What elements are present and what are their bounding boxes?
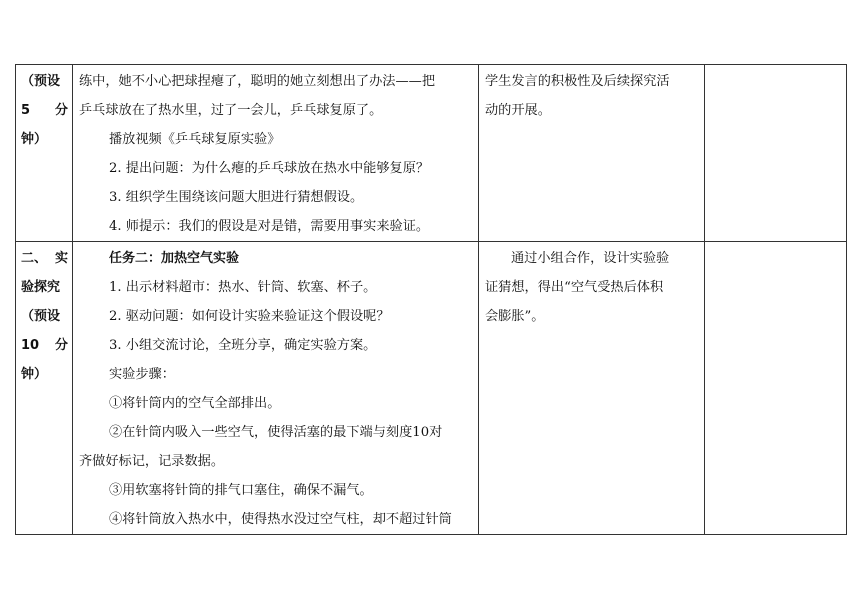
table-row xyxy=(16,242,847,535)
stage-unit: 分 xyxy=(54,103,68,118)
stage-label: 实 xyxy=(54,251,68,266)
content-line: 2. 提出问题：为什么瘪的乒乓球放在热水中能够复原？ xyxy=(109,161,430,176)
stage-cell xyxy=(16,242,73,535)
note-cell xyxy=(705,65,847,242)
stage-label: 验探究 xyxy=(21,280,61,295)
intent-cell xyxy=(479,242,705,535)
content-line: 4. 师提示：我们的假设是对是错，需要用事实来验证。 xyxy=(109,219,430,234)
stage-minutes: 5 xyxy=(21,103,31,118)
content-line: ①将针筒内的空气全部排出。 xyxy=(109,396,281,411)
intent-line: 动的开展。 xyxy=(485,103,551,118)
intent-cell xyxy=(479,65,705,242)
stage-label: 钟） xyxy=(21,367,48,382)
activity-cell xyxy=(73,65,479,242)
task-title: 任务二：加热空气实验 xyxy=(109,251,240,266)
lesson-plan-table xyxy=(15,64,847,535)
intent-line: 通过小组合作，设计实验验 xyxy=(511,251,670,266)
content-line: 2. 驱动问题：如何设计实验来验证这个假设呢？ xyxy=(109,309,390,324)
stage-minutes: 10 xyxy=(21,338,40,353)
intent-line: 会膨胀”。 xyxy=(485,309,545,324)
content-line: 1. 出示材料超市：热水、针筒、软塞、杯子。 xyxy=(109,280,377,295)
stage-label: 二、 xyxy=(21,251,48,266)
content-line: 乒乓球放在了热水里，过了一会儿，乒乓球复原了。 xyxy=(79,103,383,118)
intent-line: 证猜想，得出“空气受热后体积 xyxy=(485,280,664,295)
content-line: ②在针筒内吸入一些空气，使得活塞的最下端与刻度10对 xyxy=(109,425,443,440)
content-line: 练中，她不小心把球捏瘪了，聪明的她立刻想出了办法——把 xyxy=(79,74,436,89)
table-row xyxy=(16,65,847,242)
content-line: 齐做好标记，记录数据。 xyxy=(79,454,225,469)
stage-label: （预设 xyxy=(21,309,61,324)
stage-label: （预设 xyxy=(21,74,61,89)
content-line: 3. 组织学生围绕该问题大胆进行猜想假设。 xyxy=(109,190,364,205)
stage-cell xyxy=(16,65,73,242)
stage-unit: 分 xyxy=(54,338,68,353)
intent-line: 学生发言的积极性及后续探究活 xyxy=(485,74,670,89)
content-line: ③用软塞将针筒的排气口塞住，确保不漏气。 xyxy=(109,483,373,498)
content-line: ④将针筒放入热水中，使得热水没过空气柱，却不超过针筒 xyxy=(109,512,452,527)
content-line: 实验步骤： xyxy=(109,367,175,382)
content-line: 3. 小组交流讨论，全班分享，确定实验方案。 xyxy=(109,338,377,353)
content-line: 播放视频《乒乓球复原实验》 xyxy=(109,132,281,147)
stage-label: 钟） xyxy=(21,132,48,147)
note-cell xyxy=(705,242,847,535)
activity-cell xyxy=(73,242,479,535)
